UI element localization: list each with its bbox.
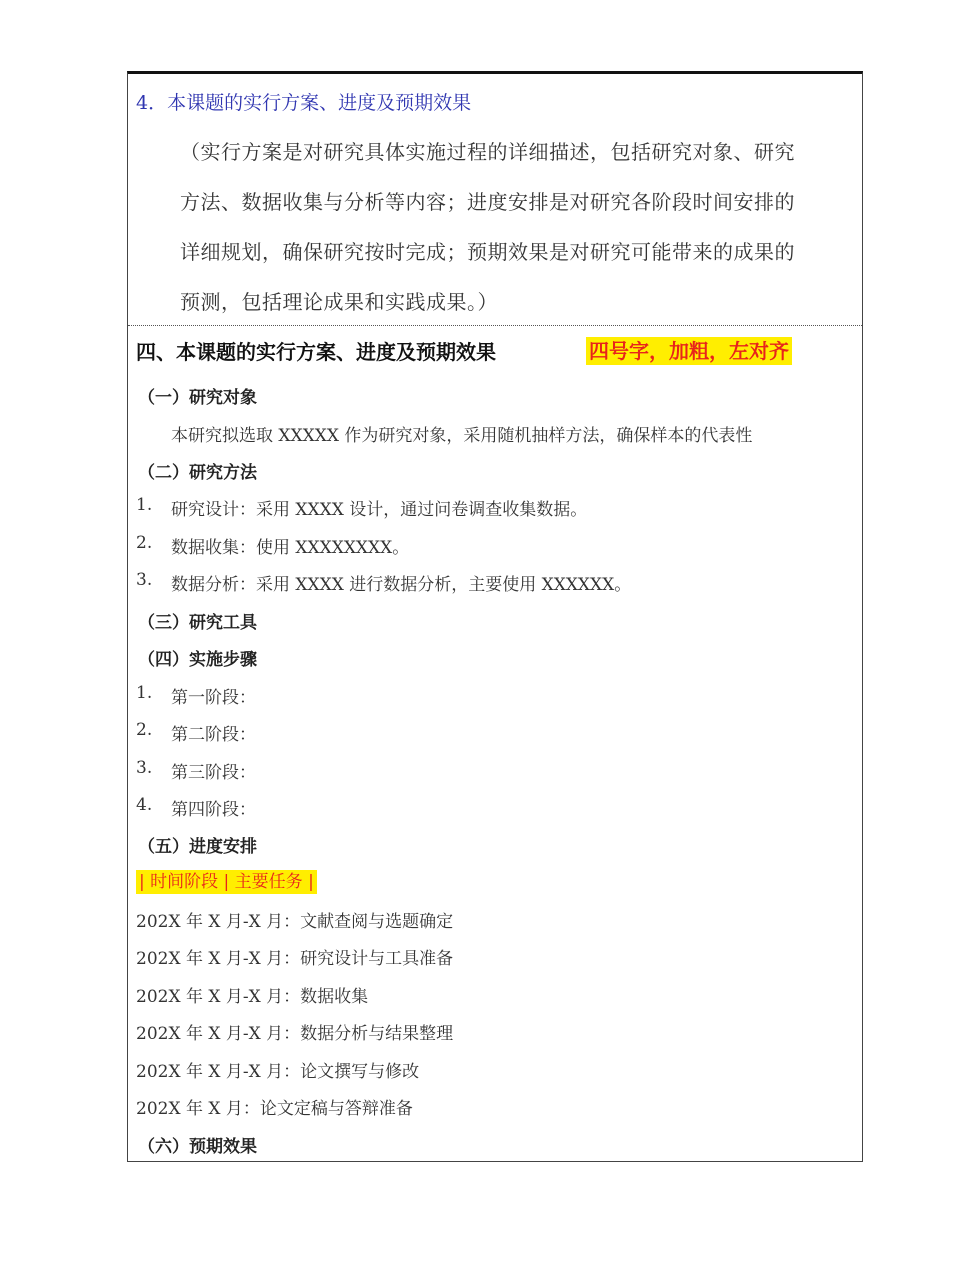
schedule-table-header: | 时间阶段 | 主要任务 | [136, 870, 317, 894]
list-number: 3. [136, 758, 153, 778]
form-table-frame [127, 71, 863, 1162]
sub3-title: （三）研究工具 [138, 613, 257, 633]
sub1-title: （一）研究对象 [138, 388, 257, 408]
list-number: 3. [136, 570, 153, 590]
format-note: 四号字，加粗，左对齐 [586, 337, 792, 365]
list-number: 1. [136, 495, 153, 515]
list-item: 第一阶段： [171, 688, 256, 708]
sub6-title: （六）预期效果 [138, 1137, 257, 1157]
list-item: 数据分析：采用 XXXX 进行数据分析，主要使用 XXXXXX。 [171, 575, 632, 595]
section4-heading: 4．本课题的实行方案、进度及预期效果 [136, 92, 472, 114]
list-number: 1. [136, 683, 153, 703]
cell-divider [128, 325, 862, 326]
schedule-row: 202X 年 X 月：论文定稿与答辩准备 [136, 1099, 413, 1119]
list-item: 研究设计：采用 XXXX 设计，通过问卷调查收集数据。 [171, 500, 588, 520]
guidance-line: （实行方案是对研究具体实施过程的详细描述，包括研究对象、研究 [180, 140, 795, 164]
schedule-table-header-highlight [136, 867, 317, 892]
guidance-line: 方法、数据收集与分析等内容；进度安排是对研究各阶段时间安排的 [180, 190, 795, 214]
schedule-row: 202X 年 X 月-X 月：研究设计与工具准备 [136, 949, 454, 969]
part4-title: 四、本课题的实行方案、进度及预期效果 [136, 340, 496, 364]
list-item: 第三阶段： [171, 763, 256, 783]
schedule-row: 202X 年 X 月-X 月：论文撰写与修改 [136, 1062, 420, 1082]
list-number: 2. [136, 720, 153, 740]
list-item: 第二阶段： [171, 725, 256, 745]
list-item: 数据收集：使用 XXXXXXXX。 [171, 538, 410, 558]
sub4-title: （四）实施步骤 [138, 650, 257, 670]
list-number: 2. [136, 533, 153, 553]
sub2-title: （二）研究方法 [138, 463, 257, 483]
schedule-row: 202X 年 X 月-X 月：文献查阅与选题确定 [136, 912, 454, 932]
list-number: 4. [136, 795, 153, 815]
format-note-highlight [586, 335, 792, 364]
sub5-title: （五）进度安排 [138, 837, 257, 857]
guidance-line: 详细规划，确保研究按时完成；预期效果是对研究可能带来的成果的 [180, 240, 795, 264]
list-item: 第四阶段： [171, 800, 256, 820]
schedule-row: 202X 年 X 月-X 月：数据收集 [136, 987, 369, 1007]
schedule-row: 202X 年 X 月-X 月：数据分析与结果整理 [136, 1024, 454, 1044]
guidance-line: 预测，包括理论成果和实践成果。） [180, 290, 498, 314]
sub1-text: 本研究拟选取 XXXXX 作为研究对象，采用随机抽样方法，确保样本的代表性 [171, 426, 753, 446]
